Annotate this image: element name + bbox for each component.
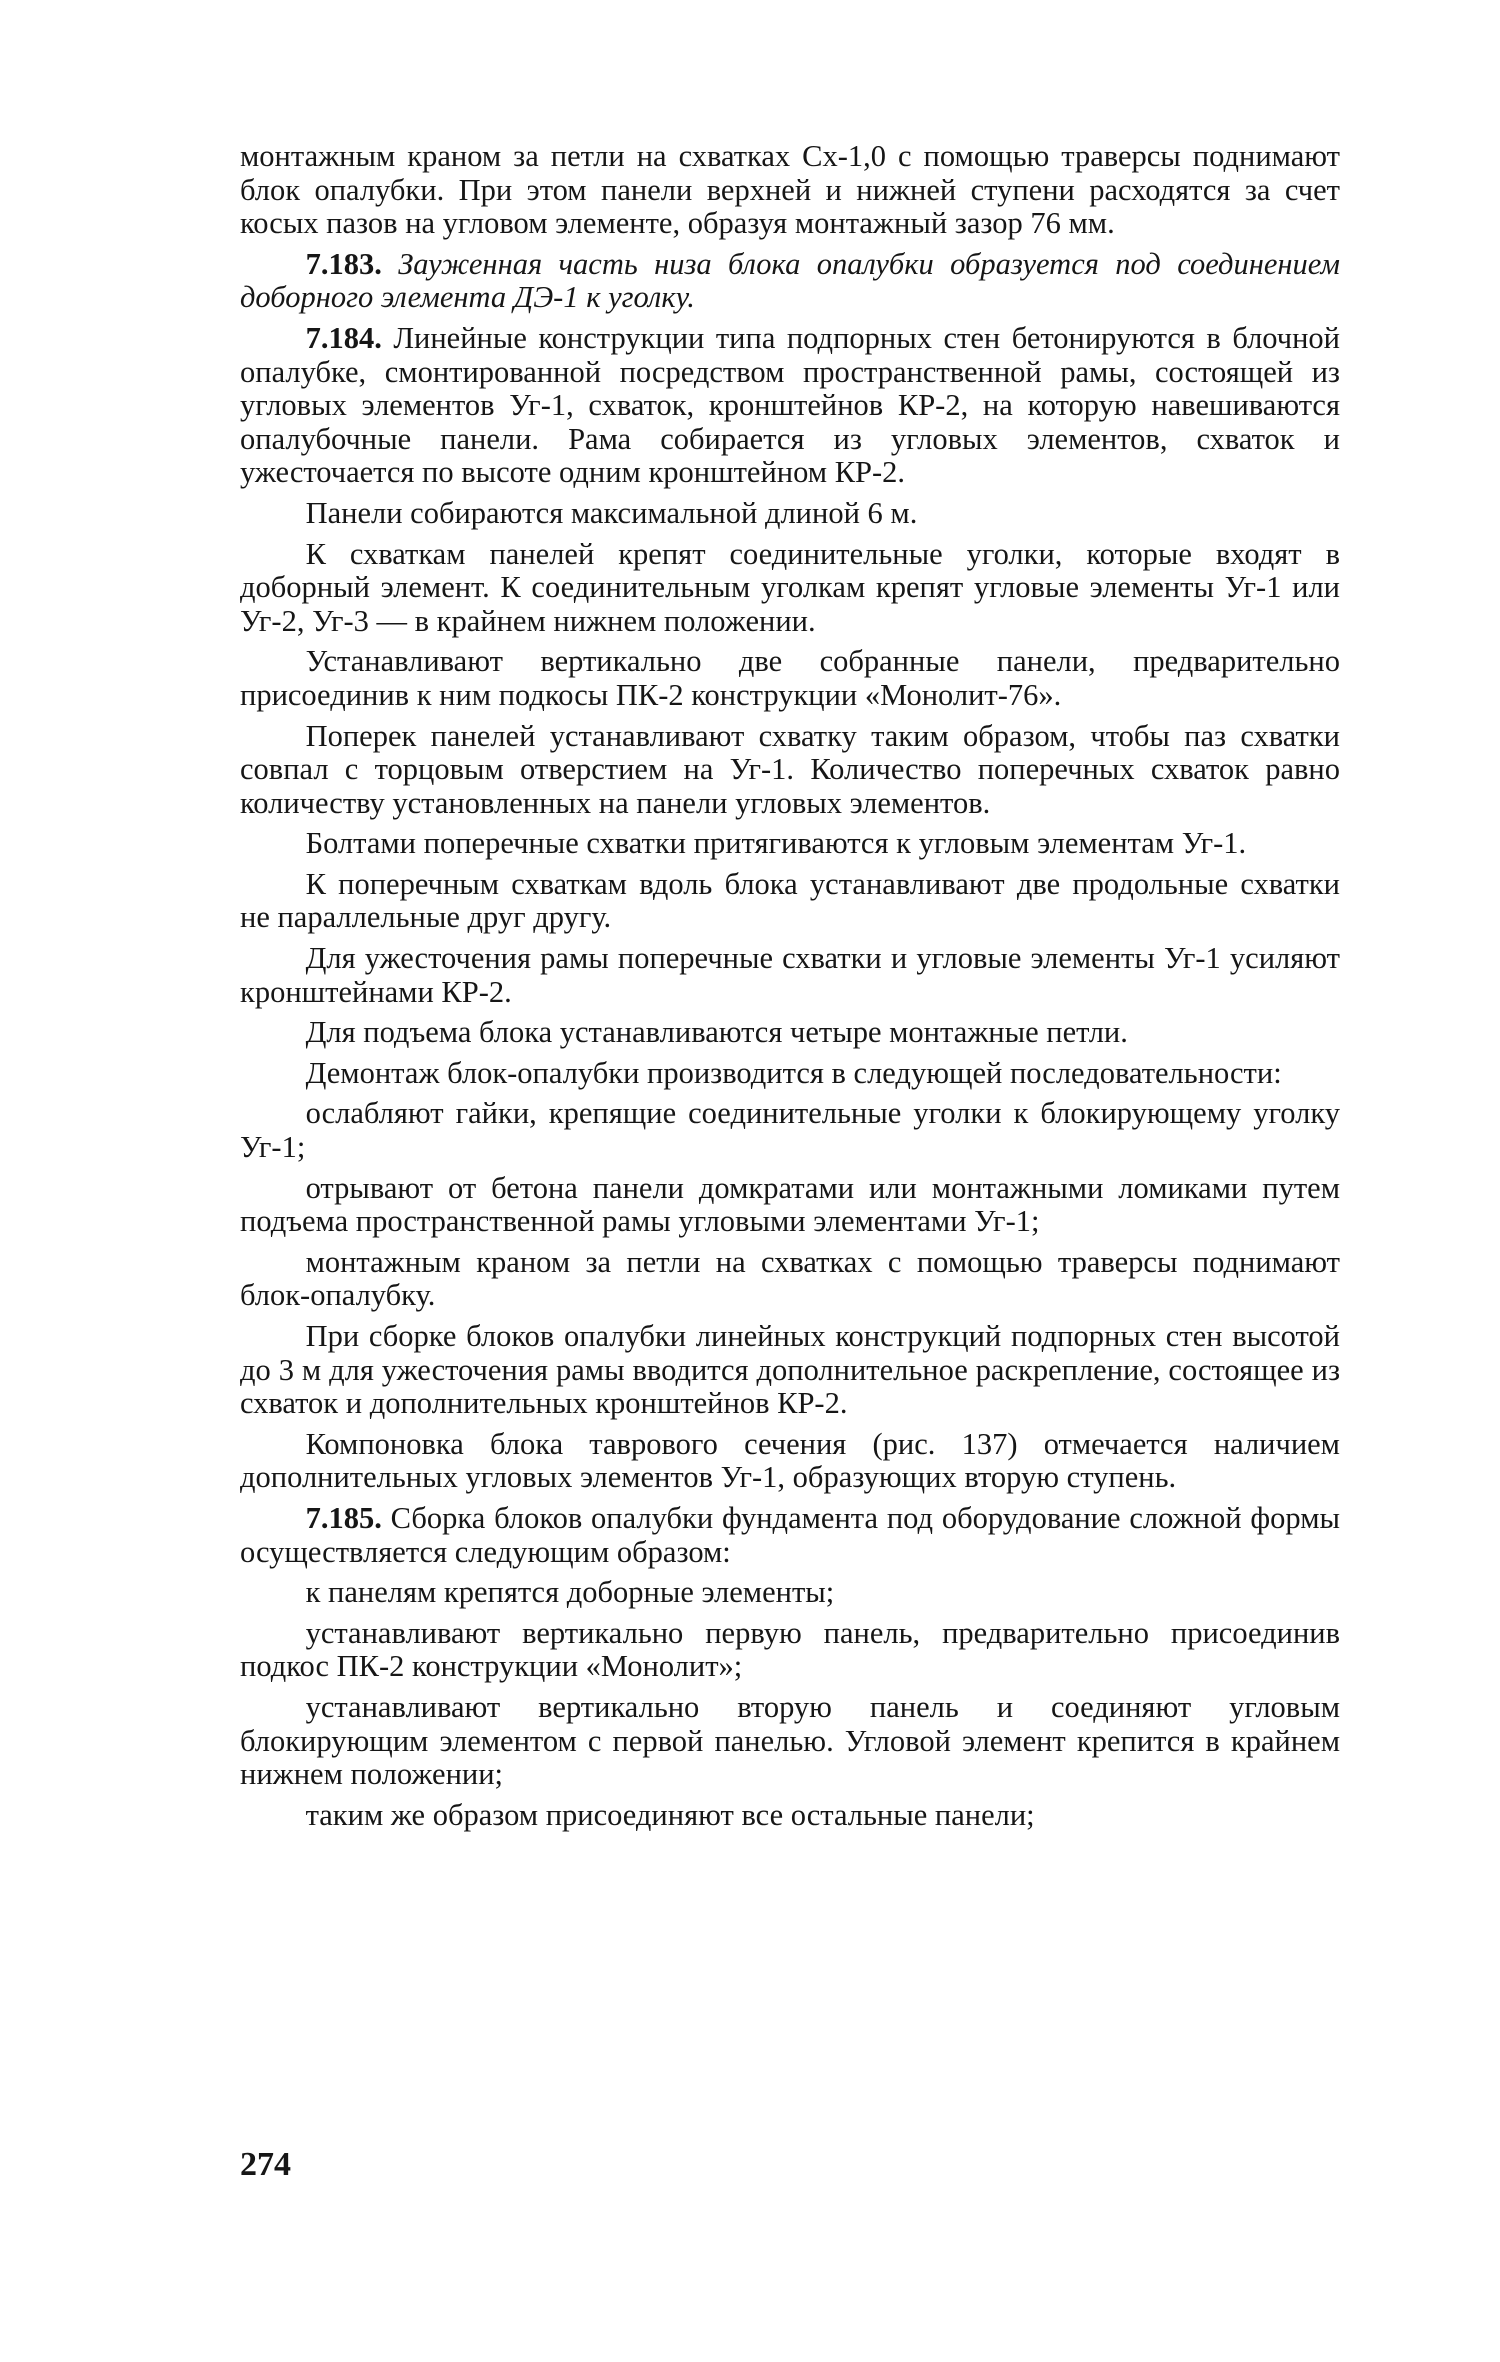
page-number: 274 — [240, 2146, 291, 2183]
paragraph: К схваткам панелей крепят соединительные уголки, которые входят в доборный элемент. К соединительным уголкам крепят угловые элементы Уг-1 или Уг-2, Уг-3 — в крайнем нижнем положении. — [240, 536, 1340, 638]
paragraph: Для ужесточения рамы поперечные схватки и угловые элементы Уг-1 усиляют кронштейнами КР-2. — [240, 941, 1340, 1009]
paragraph-continuation: монтажным краном за петли на схватках Сх-1,0 с помощью траверсы поднимают блок опалубки. При этом панели верхней и нижней ступени расходятся за счет косых пазов на угловом элементе, образуя монтажный зазор 76 мм. — [240, 139, 1340, 241]
section-number: 7.185. — [305, 1500, 382, 1535]
list-item: монтажным краном за петли на схватках с помощью траверсы поднимают блок-опалубку. — [240, 1244, 1340, 1313]
paragraph: Для подъема блока устанавливаются четыре монтажные петли. — [305, 1015, 1128, 1050]
section-number: 7.184. — [305, 320, 382, 355]
list-item: отрывают от бетона панели домкратами или монтажными ломиками путем подъема пространственной рамы угловыми элементами Уг-1; — [240, 1170, 1340, 1239]
paragraph: Устанавливают вертикально две собранные панели, предварительно присоединив к ним подкосы ПК-2 конструкции «Монолит-76». — [240, 644, 1340, 712]
section-number: 7.183. — [305, 246, 382, 281]
paragraph-7-185: 7.185. Сборка блоков опалубки фундамента под оборудование сложной формы осуществляется следующим образом: — [240, 1500, 1340, 1569]
paragraph: Панели собираются максимальной длиной 6 м. — [305, 495, 918, 530]
paragraph: Болтами поперечные схватки притягиваются к угловым элементам Уг-1. — [305, 826, 1247, 861]
list-item: устанавливают вертикально вторую панель и соединяют угловым блокирующим элементом с первой панелью. Угловой элемент крепится в крайнем нижнем положении; — [240, 1689, 1340, 1792]
paragraph-7-184: 7.184. Линейные конструкции типа подпорных стен бетонируются в блочной опалубке, смонтированной посредством пространственной рамы, состоящей из угловых элементов Уг-1, схваток, кронштейнов КР-2, на которую навешиваются опалубочные панели. Рама собирается из угловых элементов, схваток и ужесточается по высоте одним кронштейном КР-2. — [240, 320, 1341, 490]
paragraph-7-183: 7.183. Зауженная часть низа блока опалубки образуется под соединением доборного элемента ДЭ-1 к уголку. — [240, 246, 1340, 315]
paragraph: При сборке блоков опалубки линейных конструкций подпорных стен высотой до 3 м для ужесточения рамы вводится дополнительное раскрепление, состоящее из схваток и дополнительных кронштейнов КР-2. — [240, 1319, 1340, 1421]
list-item: к панелям крепятся доборные элементы; — [305, 1575, 835, 1610]
list-item: таким же образом присоединяют все остальные панели; — [305, 1797, 1035, 1832]
paragraph: К поперечным схваткам вдоль блока устанавливают две продольные схватки не параллельные друг другу. — [240, 866, 1340, 935]
list-item: ослабляют гайки, крепящие соединительные уголки к блокирующему уголку Уг-1; — [240, 1096, 1340, 1165]
list-item: устанавливают вертикально первую панель, предварительно присоединив подкос ПК-2 конструкции «Монолит»; — [240, 1615, 1340, 1684]
paragraph: Компоновка блока таврового сечения (рис. 137) отмечается наличием дополнительных угловых элементов Уг-1, образующих вторую ступень. — [240, 1426, 1340, 1495]
paragraph: Поперек панелей устанавливают схватку таким образом, чтобы паз схватки совпал с торцовым отверстием на Уг-1. Количество поперечных схваток равно количеству установленных на панели угловых элементов. — [240, 718, 1340, 820]
paragraph: Демонтаж блок-опалубки производится в следующей последовательности: — [305, 1055, 1282, 1090]
